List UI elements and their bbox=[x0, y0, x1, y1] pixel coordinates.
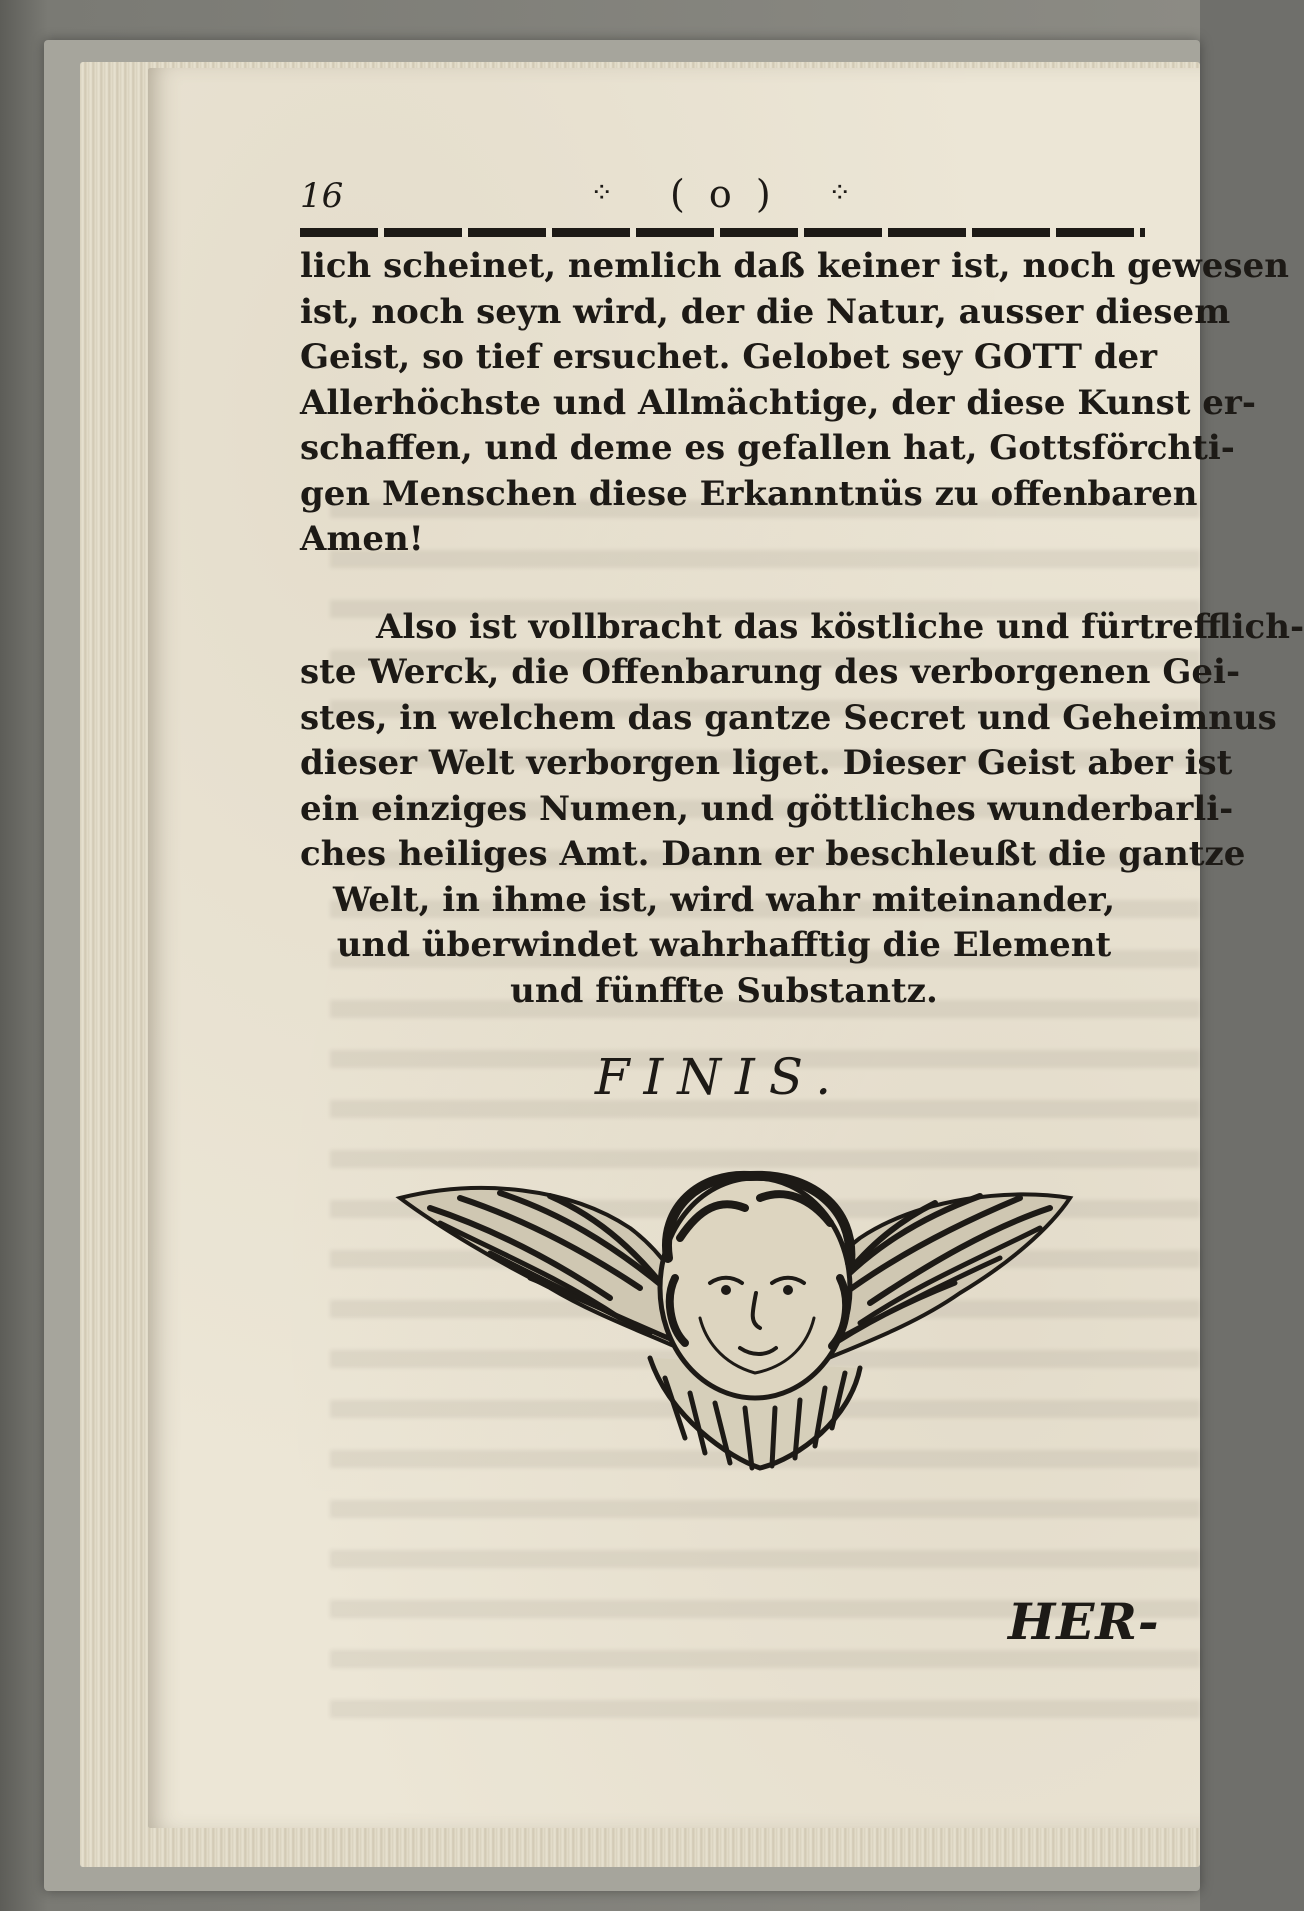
winged-cherub-icon bbox=[400, 1168, 1070, 1528]
header-rule bbox=[300, 228, 1145, 237]
text-line: Amen! bbox=[300, 519, 424, 559]
text-line: Also ist vollbracht das köstliche und fürtrefflich- bbox=[376, 606, 1304, 647]
paragraph-2 bbox=[300, 605, 1304, 1015]
text-line: gen Menschen diese Erkanntnüs zu offenbaren bbox=[300, 473, 1198, 514]
text-line: Welt, in ihme ist, wird wahr miteinander, bbox=[332, 879, 1116, 920]
text-line: Allerhöchste und Allmächtige, der diese Kunst er- bbox=[300, 382, 1256, 423]
text-line: stes, in welchem das gantze Secret und Geheimnus bbox=[300, 697, 1277, 738]
ornament-right-icon: ⁘ bbox=[828, 176, 853, 209]
text-line: dieser Welt verborgen liget. Dieser Geist aber ist bbox=[300, 743, 1233, 783]
paragraph-1 bbox=[300, 244, 1289, 563]
finis-heading: FINIS. bbox=[594, 1048, 846, 1106]
body-text bbox=[300, 244, 1304, 1014]
running-head: ( o ) bbox=[670, 172, 777, 216]
text-line: ein einziges Numen, und göttliches wunderbarli- bbox=[300, 788, 1234, 829]
text-line: und fünffte Substantz. bbox=[510, 970, 938, 1011]
text-line: ste Werck, die Offenbarung des verborgenen Gei- bbox=[300, 652, 1241, 692]
text-line: Geist, so tief ersuchet. Gelobet sey GOTT der bbox=[300, 337, 1158, 377]
catchword: HER- bbox=[1008, 1592, 1160, 1651]
page-number: 16 bbox=[300, 176, 344, 216]
page-header bbox=[300, 168, 1148, 228]
text-line: lich scheinet, nemlich daß keiner ist, noch gewesen bbox=[300, 246, 1289, 286]
text-line: ist, noch seyn wird, der die Natur, ausser diesem bbox=[300, 291, 1231, 332]
ornament-left-icon: ⁘ bbox=[590, 176, 615, 209]
text-line: schaffen, und deme es gefallen hat, Gottsförchti- bbox=[300, 428, 1235, 468]
text-line: ches heiliges Amt. Dann er beschleußt die gantze bbox=[300, 834, 1246, 874]
text-line: und überwindet wahrhafftig die Element bbox=[336, 925, 1112, 965]
